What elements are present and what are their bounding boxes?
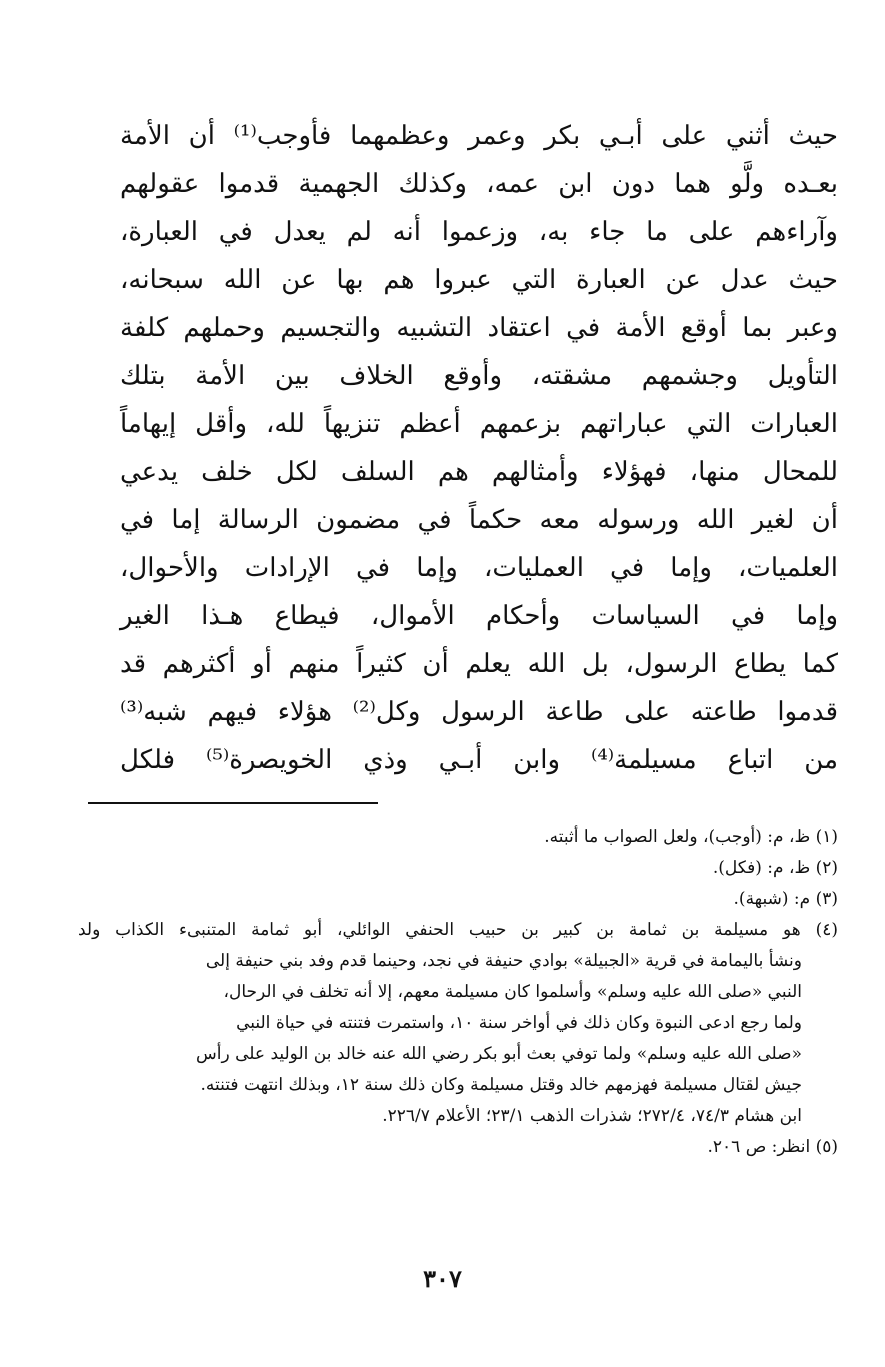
footnote-separator (88, 802, 378, 804)
main-text-line: كما يطاع الرسول، بل الله يعلم أن كثيراً منهم أو أكثرهم قد (120, 649, 838, 679)
main-text-line: قدموا طاعته على طاعة الرسول وكل⁽²⁾ هؤلاء فيهم شبه⁽³⁾ (120, 697, 838, 727)
footnote-5: (٥) انظر: ص ٢٠٦. (707, 1137, 838, 1157)
footnotes-block (78, 822, 838, 1163)
main-text-line: بعـده ولَّو هما دون ابن عمه، وكذلك الجهمية قدموا عقولهم (120, 169, 838, 199)
footnote-3: (٣) م: (شبهة). (733, 889, 838, 909)
main-text-line: وآراءهم على ما جاء به، وزعموا أنه لم يعدل في العبارة، (120, 217, 838, 247)
footnote-4: (٤) هو مسيلمة بن ثمامة بن كبير بن حبيب الحنفي الوائلي، أبو ثمامة المتنبىء الكذاب ولد (78, 920, 838, 940)
main-text-line: وإما في السياسات وأحكام الأموال، فيطاع هـذا الغير (120, 601, 838, 631)
footnote-4-continuation: النبي «صلى الله عليه وسلم» وأسلموا كان مسيلمة معهم، إلا أنه تخلف في الرحال، (223, 982, 802, 1002)
footnote-1: (١) ظ، م: (أوجب)، ولعل الصواب ما أثبته. (544, 827, 838, 847)
main-text-line: من اتباع مسيلمة⁽⁴⁾ وابن أبـي وذي الخويصرة⁽⁵⁾ فلكل (120, 745, 838, 775)
footnote-4-continuation: جيش لقتال مسيلمة فهزمهم خالد وقتل مسيلمة وكان ذلك سنة ١٢، وبذلك انتهت فتنته. (200, 1075, 802, 1095)
main-text-line: حيث أثني على أبـي بكر وعمر وعظمهما فأوجب⁽¹⁾ أن الأمة (120, 121, 838, 151)
main-text-line: أن لغير الله ورسوله معه حكماً في مضمون الرسالة إما في (120, 505, 838, 535)
footnote-2: (٢) ظ، م: (فكل). (712, 858, 838, 878)
footnote-4-sources: ابن هشام ٧٤/٣، ٢٧٢/٤؛ شذرات الذهب ٢٣/١؛ الأعلام ٢٢٦/٧. (382, 1106, 802, 1126)
main-text-block (120, 112, 838, 784)
main-text-line: حيث عدل عن العبارة التي عبروا هم بها عن الله سبحانه، (120, 265, 838, 295)
footnote-4-continuation: «صلى الله عليه وسلم» ولما توفي بعث أبو بكر رضي الله عنه خالد بن الوليد على رأس (196, 1044, 802, 1064)
footnote-4-continuation: ولما رجع ادعى النبوة وكان ذلك في أواخر سنة ١٠، واستمرت فتنته في حياة النبي (236, 1013, 802, 1033)
main-text-line: وعبر بما أوقع الأمة في اعتقاد التشبيه والتجسيم وحملهم كلفة (120, 313, 838, 343)
main-text-line: العلميات، وإما في العمليات، وإما في الإرادات والأحوال، (120, 553, 838, 583)
footnote-4-continuation: ونشأ باليمامة في قرية «الجبيلة» بوادي حنيفة في نجد، وحينما قدم وفد بني حنيفة إلى (205, 951, 802, 971)
main-text-line: للمحال منها، فهؤلاء وأمثالهم هم السلف لكل خلف يدعي (120, 457, 838, 487)
main-text-line: التأويل وجشمهم مشقته، وأوقع الخلاف بين الأمة بتلك (120, 361, 838, 391)
page-number: ٣٠٧ (423, 1264, 462, 1293)
main-text-line: العبارات التي عباراتهم بزعمهم أعظم تنزيهاً لله، وأقل إيهاماً (120, 409, 838, 439)
